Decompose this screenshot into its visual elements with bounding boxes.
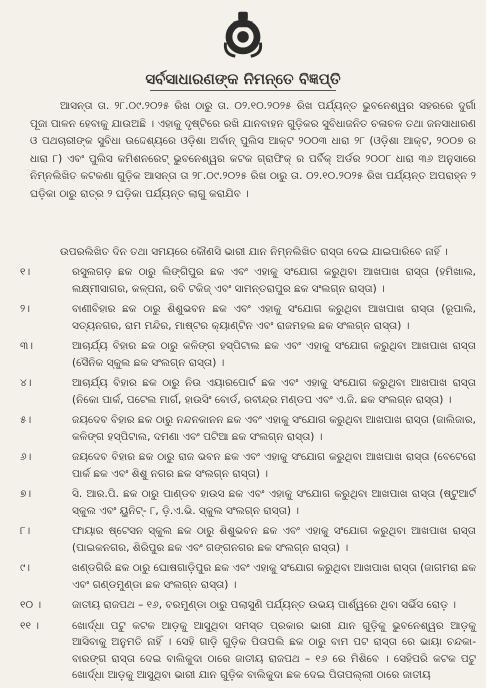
list-item <box>20 597 476 614</box>
item-text: ଜାତୀୟ ରାଜପଥ – ୧୬, ବରମୁଣ୍ଡା ଠାରୁ ପଲାସୁଣି ପର୍ଯ୍ୟନ୍ତ ଉଭୟ ପାର୍ଶ୍ୱରେ ଥିବା ସର୍ଭିସ ରୋଡ଼ । <box>72 599 456 611</box>
item-number: ୯। <box>20 562 30 574</box>
item-text: ବାଣୀବିହାର ଛକ ଠାରୁ ଶିଶୁଭବନ ଛକ ଏବଂ ଏହାକୁ ସଂଯୋଗ କରୁଥିବା ଆଖପାଖ ରାସ୍ତା (ରୂପାଲି, ସତ୍ୟନଗର, ରାମ ମନ୍ଦିର, ମାଷ୍ଟର କ୍ୟାଣ୍ଟିନ ଏବଂ ରାଜମହଲ ଛକ ସଂଲଗ୍ନ ରାସ୍ତା) । <box>72 303 476 332</box>
list-item <box>20 301 476 334</box>
intro-text: ଆସନ୍ତା ତା. ୨୮.୦୯.୨୦୨୫ ରିଖ ଠାରୁ ତା. ୦୨.୧୦.୨୦୨୫ ରିଖ ପର୍ଯ୍ୟନ୍ତ ଭୁବନେଶ୍ୱର ସହରରେ ଦୁର୍ଗା ପୂଜା ପାଳନ ହେବାକୁ ଯାଉଅଛି । ଏହାକୁ ଦୃଷ୍ଟିରେ ରଖି ଯାନବାହନ ଗୁଡ଼ିକର ସୁବିଧାଜନିତ ଚଳାଚଳ ତଥା ଜନସାଧାରଣ ଓ ପଥଚାରୀଙ୍କ ସୁବିଧା ଉଦ୍ଦେଶ୍ୟରେ ଓଡ଼ିଶା ଅର୍ବାନ୍ ପୁଲିସ ଆକ୍ଟ ୨୦୦୩ ଧାରା ୨୮ (ଓଡ଼ିଶା ଆକ୍ଟ, ୨୦୦୭ ର ଧାରା ୮) ଏବଂ ପୁଲିସ କମିଶନରେଟ୍ ଭୁବନେଶ୍ୱର କଟକ ଗ୍ରାଫିକ୍ ର ପର୍ବିକ୍ ଅର୍ଡର ୨୦୦୮ ଧାରା ୩୬ ଅନୁସାରେ ନିମ୍ନଲିଖିତ କଟକଣା ଗୁଡ଼ିକ ଆସନ୍ତା ତା ୨୮.୦୯.୨୦୨୫ ରିଖ ଠାରୁ ତା. ୦୨.୧୦.୨୦୨୫ ରିଖ ପର୍ଯ୍ୟନ୍ତ ଅପରାହ୍ନ ୨ ଘଡ଼ିକା ଠାରୁ ରାତ୍ର ୨ ଘଡ଼ିକା ପର୍ଯ୍ୟନ୍ତ ଲାଗୁ କରାଯିବ । <box>30 100 476 200</box>
item-number: ୧। <box>20 266 31 278</box>
list-item <box>20 486 476 519</box>
item-number: ୪। <box>20 377 32 389</box>
item-text: ରସୁଲଗଡ଼ ଛକ ଠାରୁ ଲିଙ୍ଗିପୁର ଛକ ଏବଂ ଏହାକୁ ସଂଯୋଗ କରୁଥିବା ଆଖପାଖ ରାସ୍ତା (ହମିଖାଲ, ଲକ୍ଷ୍ମୀସାଗର, କଳ୍ପନା, ରବି ଟକିଜ୍ ଏବଂ ସାମନ୍ତରାପୁର ଛକ ସଂଲଗ୍ନ ରାସ୍ତା) । <box>72 266 476 295</box>
list-item <box>20 264 476 297</box>
list-item <box>20 560 476 593</box>
item-text: ସି. ଆର.ପି. ଛକ ଠାରୁ ପାଣ୍ଡବ ହାଉସ ଛକ ଏବଂ ଏହାକୁ ସଂଯୋଗ କରୁଥିବା ଆଖପାଖ ରାସ୍ତା (ଷ୍ଟୁଆର୍ଟ ସ୍କୁଲ ଏବଂ ୟୁନିଟ୍- ୮, ଡ଼ି.ଏ.ଭି. ସ୍କୁଲ ସଂଲଗ୍ନ ରାସ୍ତା) । <box>72 488 476 517</box>
intro-paragraph <box>30 98 476 203</box>
item-text: ଜୟଦେବ ବିହାର ଛକ ଠାରୁ ରାଜ ଭବନ ଛକ ଏବଂ ଏହାକୁ ସଂଯୋଗ କରୁଥିବା ଆଖପାଖ ରାସ୍ତା (ବେଟେରୋ ପାର୍କ ଛକ ଏବଂ ଶିଶୁ ନଗର ଛକ ସଂଲଗ୍ନ ରାସ୍ତା) । <box>72 451 476 480</box>
subintro-paragraph <box>30 244 476 260</box>
list-item <box>20 412 476 445</box>
item-number: ୧୧ । <box>20 619 40 632</box>
item-text: ଖୋର୍ଦ୍ଧା ପଟୁ କଟକ ଆଡ଼କୁ ଆସୁଥିବା ସମସ୍ତ ପ୍ରକାର ଭାରୀ ଯାନ ଗୁଡ଼ିକୁ ଭୁବନେଶ୍ୱର ଆଡ଼କୁ ଆସିବାକୁ ଅନୁମତି ନାହିଁ । ସେହି ଗାଡ଼ି ଗୁଡ଼ିକ ପିତାପଲି ଛକ ଠାରୁ ବାମ ପଟ ରାସ୍ତା ରେ ଭାୟା ଚନ୍ଦକା-ବାରଙ୍ଗ ରାସ୍ତା ଦେଇ ବାଲିକୁଦା ଠାରେ ଜାତୀୟ ରାଜପଥ – ୧୬ ରେ ମିଶିବେ । ସେହିପରି କଟକ ପଟୁ ଖୋର୍ଦ୍ଧା ଆଡ଼କୁ ଆସୁଥିବା ଭାରୀ ଯାନ ଗୁଡ଼ିକ ବାଲିକୁଦା ଛକ ଦେଇ ପିତାପଲ୍ଲୀ ଠାରେ ଜାତୀୟ <box>72 619 476 681</box>
item-number: ୨। <box>20 303 30 315</box>
list-item <box>20 618 476 684</box>
item-text: ଖଣ୍ଡଗିରି ଛକ ଠାରୁ ଘୋଷଗାଡ଼ିପୁର ଛକ ଏବଂ ଏହାକୁ ସଂଯୋଗ କରୁଥିବା ଆଖପାଖ ରାସ୍ତା (ଜାଗମରା ଛକ ଏବଂ ଗଣ୍ଡମୁଣ୍ଡା ଛକ ସଂଲଗ୍ନ ରାସ୍ତା) । <box>72 562 476 591</box>
item-number: ୭। <box>20 488 32 500</box>
item-number: ୫। <box>20 414 32 426</box>
item-text: ଆଚାର୍ଯ୍ୟ ବିହାର ଛକ ଠାରୁ କଳିଙ୍ଗ ହସ୍ପିଟାଲ ଛକ ଏବଂ ଏହାକୁ ସଂଯୋଗ କରୁଥିବା ଆଖପାଖ ରାସ୍ତା (ସୈନିକ ସ୍କୁଲ ଛକ ସଂଲଗ୍ନ ରାସ୍ତା) । <box>72 340 476 369</box>
item-number: ୬। <box>20 451 32 463</box>
item-text: ଜୟଦେବ ବିହାର ଛକ ଠାରୁ ନନ୍ଦନକାନନ ଛକ ଏବଂ ଏହାକୁ ସଂଯୋଗ କରୁଥିବା ଆଖପାଖ ରାସ୍ତା (ଜାଲିଜାର, କଳିଙ୍ଗ ହସ୍ପିଟାଲ, ଦମଣା ଏବଂ ପଟିଆ ଛକ ସଂଲଗ୍ନ ରାସ୍ତା) । <box>72 414 476 443</box>
subintro-text: ଉପରଲିଖିତ ଦିନ ତଥା ସମୟରେ କୌଣସି ଭାରୀ ଯାନ ନିମ୍ନଲିଖିତ ରାସ୍ତା ଦେଇ ଯାଇପାରିବେ ନାହିଁ । <box>60 246 448 258</box>
police-emblem-icon <box>214 4 272 62</box>
list-item <box>20 449 476 482</box>
list-item <box>20 338 476 371</box>
title-underline <box>150 90 336 91</box>
item-number: ୩। <box>20 340 33 352</box>
item-text: ଫାୟାର ଷ୍ଟେସନ ସ୍କୁଲ ଛକ ଠାରୁ ଶିଶୁଭବନ ଛକ ଏବଂ ଏହାକୁ ସଂଯୋଗ କରୁଥିବା ଆଖପାଖ ରାସ୍ତା (ପାଇକନଗର, ଶିରିପୁର ଛକ ଏବଂ ଗଙ୍ଗନଗର ଛକ ସଂଲଗ୍ନ ରାସ୍ତା) । <box>72 525 476 554</box>
notice-title: ସର୍ବସାଧାରଣଙ୍କ ନିମନ୍ତେ ବିଜ୍ଞପ୍ତି <box>145 70 341 88</box>
list-item <box>20 523 476 556</box>
list-item <box>20 375 476 408</box>
item-text: ଆଚାର୍ଯ୍ୟ ବିହାର ଛକ ଠାରୁ ନିଉ ଏୟାରପୋର୍ଟ ଛକ ଏବଂ ଏହାକୁ ସଂଯୋଗ କରୁଥିବା ଆଖପାଖ ରାସ୍ତା (ନିକୋ ପାର୍କ, ପଟେଲ ମାର୍ଗ, ହାଉସିଂ ବୋର୍ଡ, ରବୀନ୍ଦ୍ର ମଣ୍ଡପ ଏବଂ ଏ.ଜି. ଛକ ସଂଲଗ୍ନ ରାସ୍ତା) । <box>72 377 476 406</box>
restriction-list <box>20 264 476 688</box>
item-number: ୧୦ । <box>20 599 42 611</box>
item-number: ୮। <box>20 525 31 537</box>
